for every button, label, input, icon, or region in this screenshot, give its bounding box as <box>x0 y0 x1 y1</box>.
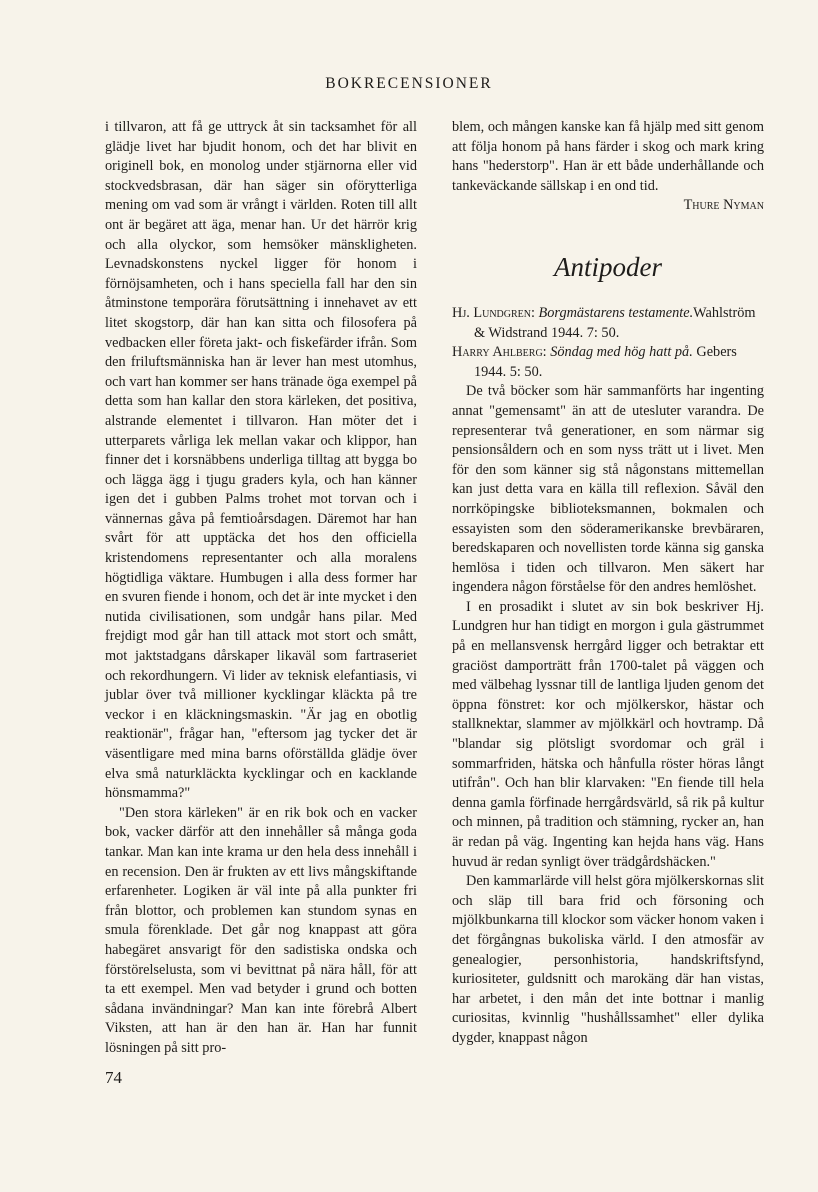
page-number: 74 <box>105 1068 122 1087</box>
body-paragraph: I en prosadikt i slutet av sin bok beskriver Hj. Lundgren hur han tidigt en morgon i gula gästrummet på en mellansvensk herrgård ligger och betraktar ett graciöst damporträtt från 1700-talet på väggen och med välbehag lyssnar till de lantliga ljuden genom det öppna fönstret: kor och mjölkerskor, hästar och stallknektar, slammer av mjölkkärl och hovtramp. Då "blandar sig plötsligt svordomar och gräl i sommarfriden, hätska och hånfulla röster höras långt utifrån". Och han blir klarvaken: "En fiende till hela denna gamla förfinade herrgårdsvärld, så rik på kultur och minnen, på tradition och stämning, rycker an, han är redan på väg. Ingenting kan hejda hans väg. Hans huvud är redan synligt över trädgårdshäcken." <box>452 598 764 870</box>
continued-paragraph: blem, och mången kanske kan få hjälp med sitt genom att följa honom på hans färder i skog och mark kring hans "hederstorp". Han är ett både underhållande och tankeväckande sällskap i en ond tid. <box>452 119 764 194</box>
book-publisher: Wahlström & Widstrand 1944. 7: 50. <box>474 304 756 341</box>
book-reference: Harry Ahlberg: Söndag med hög hatt på. Gebers 1944. 5: 50. <box>452 344 737 380</box>
book-reference: Hj. Lundgren: Borgmästarens testamente.Wahlström & Widstrand 1944. 7: 50. <box>452 304 756 341</box>
running-title: BOKRECENSIONER <box>325 75 493 92</box>
book-title: Söndag med hög hatt på. <box>550 344 693 361</box>
book-author: Harry Ahlberg <box>452 344 543 361</box>
review-signature-line <box>452 196 764 216</box>
body-paragraph: i tillvaron, att få ge uttryck åt sin tacksamhet för all glädje livet har bjudit honom, och det har blivit en originell bok, en monolog under stjärnorna eller vid stockvedsbrasan, där han säger sin oförytterliga mening om vad som är vrångt i världen. Roten till allt ont är begäret att äga, menar han. Ur det härrör krig och alla olyckor, som hemsöker mänskligheten. Levnadskonstens nyckel ligger för honom i förnöjsamheten, och i hans speciella fall har den sin åtminstone temporära förutsättning i innehavet av ett litet skogstorp, där han kan sitta och filosofera på vedbacken eller företa jakt- och fiskefärder ifrån. Som den friluftsmänniska han är lever han mest utomhus, och vart han kommer ser hans tränade öga exempel på detta som han kallar den stora kärleken, det positiva, alstrande elementet i tillvaron. Han möter det i utterparets vårliga lek mellan vakar och klippor, han finner det i korsnäbbens underliga tilltag att bygga bo och lägga ägg i tjugu graders kyla, och han känner igen det i gubben Palms trohet mot torvan och i vännernas gåva på femtioårsdagen. Däremot har han svårt för att upptäcka det hos den officiella kristendomens representanter och alla moralens högtidliga väktare. Humbugen i alla dess former har en svuren fiende i honom, och det är inte mycket i den nutida civilisationen, som undgår hans pilar. Med frejdigt mod går han till attack mot stort och smått, mot jaktstadgans dårskaper likaväl som fartraseriet och rekordhungern. Vi lider av teknisk elefantiasis, vi jublar över två millioner kycklingar kläckta på tre veckor i en kläckningsmaskin. "Är jag en obotlig reaktionär", frågar han, "eftersom jag tycker det är väsentligare med mina barns oförställda glädje över elva små naturkläckta kycklingar och en kacklande hönsmamma?" <box>105 119 417 802</box>
book-author: Hj. Lundgren <box>452 304 531 321</box>
body-paragraph: "Den stora kärleken" är en rik bok och en vacker bok, vacker därför att den innehåller så många goda tankar. Man kan inte krama ur den hela dess innehåll i en recension. Den är frukten av ett livs mångskiftande erfarenheter. Logiken är väl inte på alla punkter fri från blottor, och problemen kan stundom synas en smula förenklade. Det går nog knappast att göra habegäret ansvarigt för den sadistiska ondska och förstörelselusta, som vi bevittnat på nära håll, för att ta ett exempel. Men vad betyder i grund och botten sådana invändningar? Man kan inte förebrå Albert Viksten, att han är den han är. Han har funnit lösningen på sitt pro- <box>105 804 417 1056</box>
left-column <box>105 118 417 1059</box>
book-publisher: Gebers 1944. 5: 50. <box>474 344 737 380</box>
reviewer-signature: Thure Nyman <box>683 197 764 214</box>
right-column <box>452 118 764 1049</box>
section-title: Antipoder <box>554 251 662 282</box>
body-paragraph: Den kammarlärde vill helst göra mjölkerskornas slit och släp till bara frid och försoning och mjölkbunkarna till klockor som väcker honom vaken i det förgångnas bukoliska värld. I den atmosfär av genealogier, personhistoria, handskriftsfynd, kuriositeter, guldsnitt och marokäng där han vistas, har arbetet, i den mån det inte bottnar i manlig curiositas, kvinnlig "hushållssamhet" eller dylika dygder, knappast någon <box>452 873 764 1046</box>
book-title: Borgmästarens testamente. <box>538 304 694 321</box>
body-paragraph: De två böcker som här sammanförts har ingenting annat "gemensamt" än att de utesluter varandra. De representerar två generationer, en som närmar sig pensionsåldern och en som nyss trätt ut i livet. Men för den som känner sig stå någonstans mittemellan kan just detta vara en källa till reflexion. Såväl den norrköpingske biblioteksmannen, bokmalen och essayisten som den söderamerikanske brevbäraren, beredskaparen och novellisten torde känna sig ganska hemlösa i tiden och tillvaron. Men säkert har ingendera någon förståelse för den andres hemlöshet. <box>452 383 764 596</box>
